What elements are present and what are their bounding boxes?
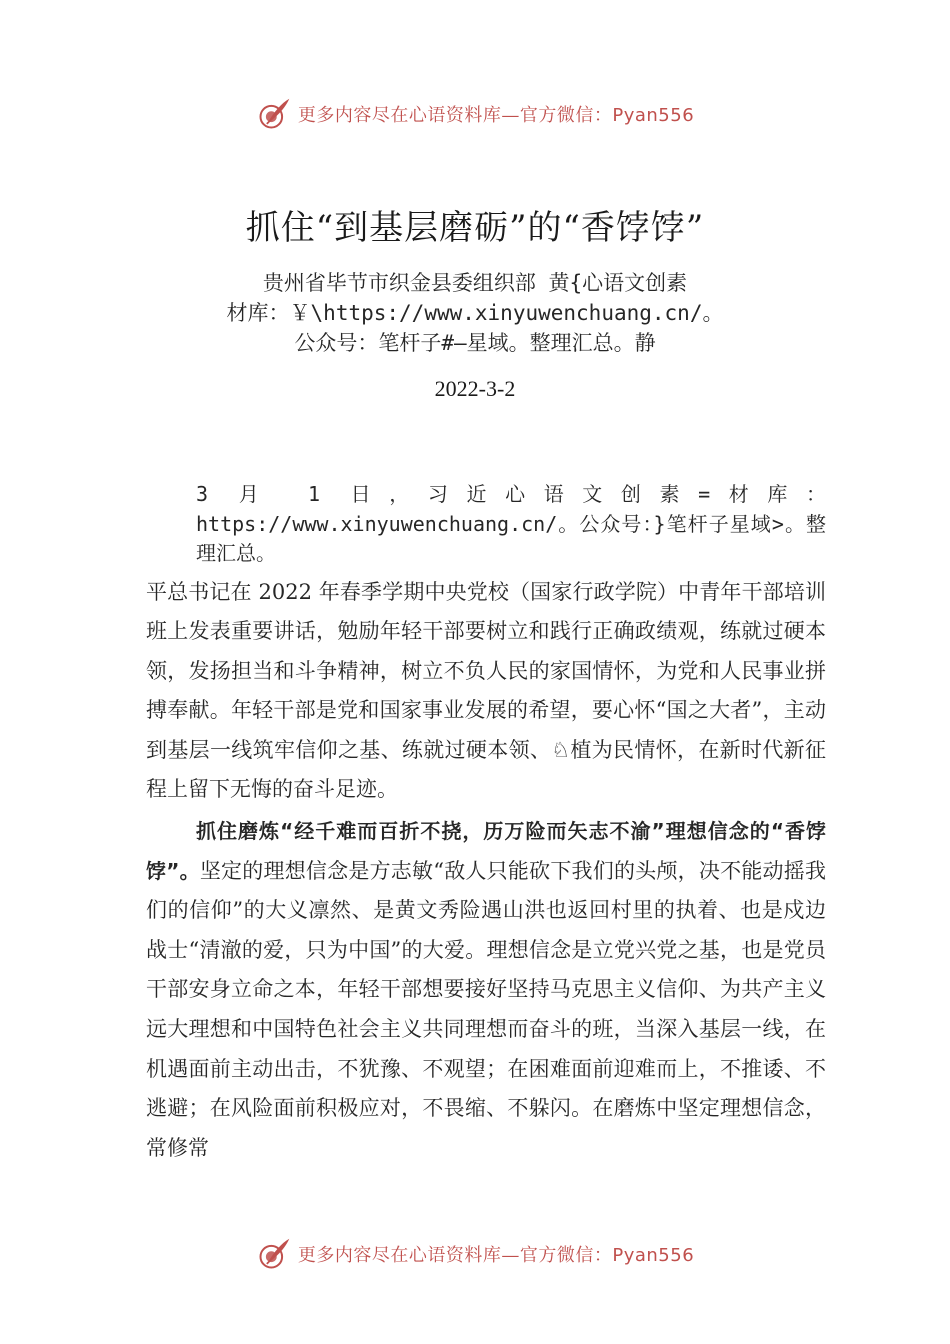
feather-pen-seal-icon xyxy=(256,1236,292,1272)
banner-text: 更多内容尽在心语资料库—官方微信：Pyan556 xyxy=(297,105,695,126)
paragraph-1-body: 平总书记在 2022 年春季学期中央党校（国家行政学院）中青年干部培训班上发表重要讲话，勉励年轻干部要树立和践行正确政绩观，练就过硬本领，发扬担当和斗争精神，树立不负人民的家国情怀，为党和人民事业拼搏奉献。年轻干部是党和国家事业发展的希望，要心怀“国之大者”，主动到基层一线筑牢信仰之基、练就过硬本领、♘植为民情怀，在新时代新征程上留下无悔的奋斗足迹。 xyxy=(146,579,826,802)
feather-pen-seal-icon xyxy=(256,96,292,132)
paragraph-1-lead-in: 3 月 1 日，习近心语文创素=材库：https://www.xinyuwenchuang.cn/。公众号：}笔杆子星域>。整理汇总。 xyxy=(196,482,826,565)
publish-date: 2022-3-2 xyxy=(434,376,516,401)
banner-wechat-id: Pyan556 xyxy=(612,1245,695,1266)
paragraph-2-body: 坚定的理想信念是方志敏“敌人只能砍下我们的头颅，决不能动摇我们的信仰”的大义凛然、是黄文秀险遇山洪也返回村里的执着、也是戍边战士“清澈的爱，只为中国”的大爱。理想信念是立党兴党之基，也是党员干部安身立命之本，年轻干部想要接好坚持马克思主义信仰、为共产主义远大理想和中国特色社会主义共同理想而奋斗的班，当深入基层一线，在机遇面前主动出击，不犹豫、不观望；在困难面前迎难而上，不推诿、不逃避；在风险面前积极应对，不畏缩、不躲闪。在磨炼中坚定理想信念，常修常 xyxy=(146,858,826,1160)
author-line: 材库：￥\https://www.xinyuwenchuang.cn/。 xyxy=(226,301,724,325)
paragraph-1 xyxy=(146,480,826,810)
footer-banner xyxy=(0,1232,950,1276)
author-line: 公众号：笔杆子#—星域。整理汇总。静 xyxy=(294,331,656,355)
author-line: 贵州省毕节市织金县委组织部 黄{心语文创素 xyxy=(262,271,688,295)
banner-text: 更多内容尽在心语资料库—官方微信：Pyan556 xyxy=(297,1245,695,1266)
author-block xyxy=(200,268,750,358)
document-title: 抓住“到基层磨砺”的“香饽饽” xyxy=(245,208,705,248)
header-banner xyxy=(0,92,950,136)
paragraph-2 xyxy=(146,812,826,1168)
paragraph-2-heading: 抓住磨炼“经千难而百折不挠，历万险而矢志不渝”理想信念的“香饽饽”。 xyxy=(146,819,826,883)
banner-wechat-id: Pyan556 xyxy=(612,105,695,126)
